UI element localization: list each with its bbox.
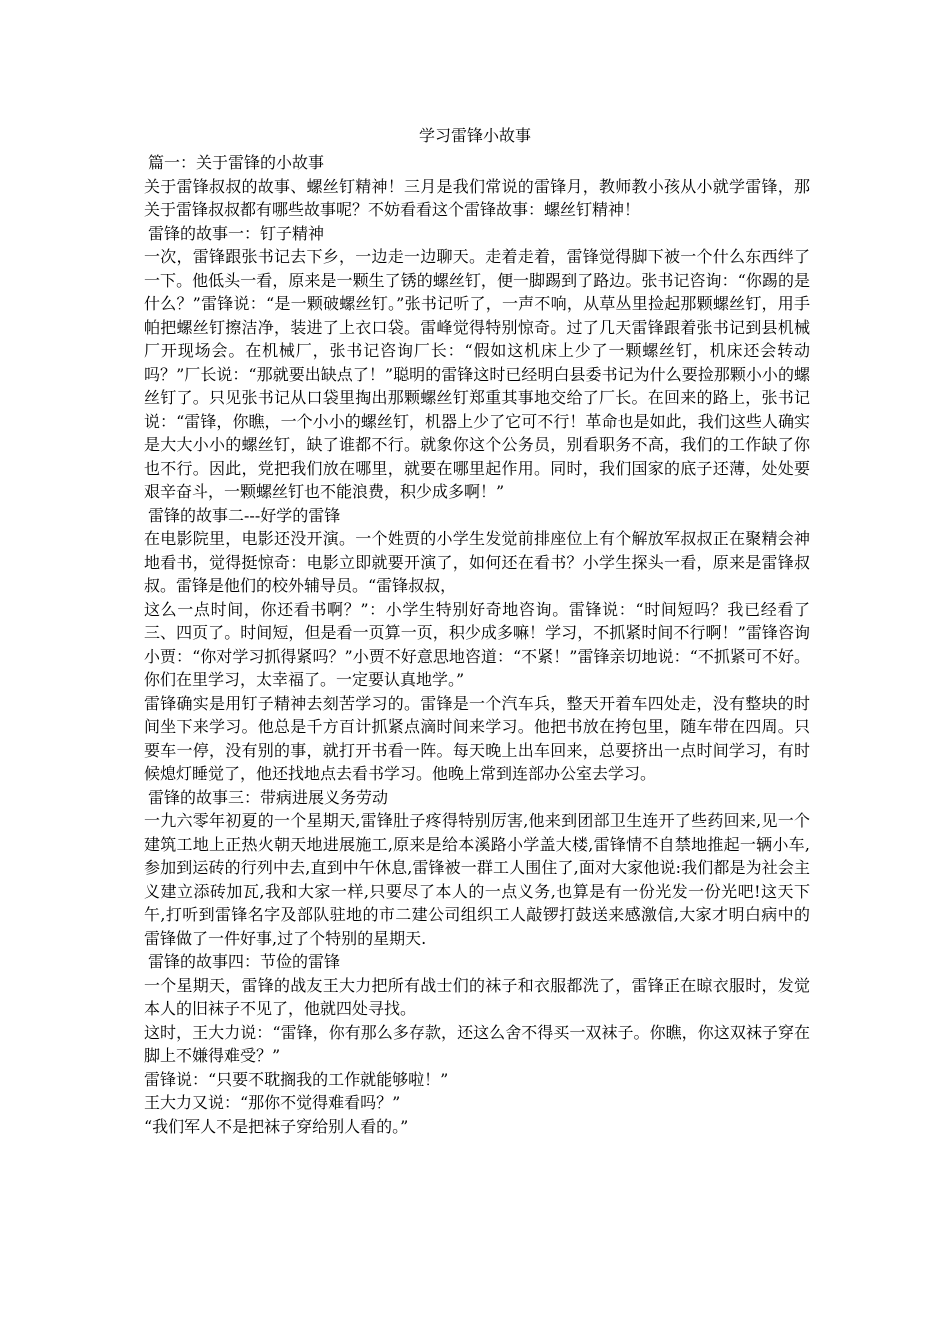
body-paragraph: “我们军人不是把袜子穿给别人看的。”: [144, 1116, 409, 1136]
body-paragraph: 雷锋确实是用钉子精神去刻苦学习的。雷锋是一个汽车兵，整天开着车四处走，没有整块的时间坐下来学习。他总是千方百计抓紧点滴时间来学习。他把书放在挎包里，随车带在四周。只要车一停，没有别的事，就打开书看一阵。每天晚上出车回来，总要挤出一点时间学习，有时候熄灯睡觉了，他还找地点去看书学习。他晚上常到连部办公室去学习。: [144, 693, 810, 783]
body-paragraph: 王大力又说：“那你不觉得难看吗？”: [144, 1093, 401, 1112]
section-heading: 雷锋的故事二---好学的雷锋: [148, 505, 341, 525]
document-body: [144, 151, 810, 1138]
body-paragraph: 关于雷锋叔叔的故事、螺丝钉精神！三月是我们常说的雷锋月，教师教小孩从小就学雷锋，那关于雷锋叔叔都有哪些故事呢？不妨看看这个雷锋故事：螺丝钉精神！: [144, 176, 810, 219]
body-paragraph: 一九六零年初夏的一个星期天,雷锋肚子疼得特别厉害,他来到团部卫生连开了些药回来,见一个建筑工地上正热火朝天地进展施工,原来是给本溪路小学盖大楼,雷锋情不自禁地推起一辆小车,参加到运砖的行列中去,直到中午休息,雷锋被一群工人围住了,面对大家他说:我们都是为社会主义建立添砖加瓦,我和大家一样,只要尽了本人的一点义务,也算是有一份光发一份光吧!这天下午,打听到雷锋名字及部队驻地的市二建公司组织工人敲锣打鼓送来感激信,大家才明白病中的雷锋做了一件好事,过了个特别的星期天.: [144, 811, 810, 948]
body-paragraph: 这么一点时间，你还看书啊？”：小学生特别好奇地咨询。雷锋说：“时间短吗？我已经看了三、四页了。时间短，但是看一页算一页，积少成多嘛！学习，不抓紧时间不行啊！”雷锋咨询小贾：“你对学习抓得紧吗？”小贾不好意思地咨道：“不紧！”雷锋亲切地说：“不抓紧可不好。你们在里学习，太幸福了。一定要认真地学。”: [144, 599, 810, 689]
section-heading: 雷锋的故事一：钉子精神: [148, 223, 325, 243]
document-title: 学习雷锋小故事: [418, 126, 531, 145]
section-heading: 雷锋的故事四：节俭的雷锋: [148, 952, 341, 971]
section-heading: 雷锋的故事三：带病进展义务劳动: [148, 787, 389, 807]
body-paragraph: 雷锋说：“只要不耽搁我的工作就能够啦！”: [144, 1069, 449, 1089]
body-paragraph: 一个星期天，雷锋的战友王大力把所有战士们的袜子和衣服都洗了，雷锋正在晾衣服时，发觉本人的旧袜子不见了，他就四处寻找。: [144, 975, 810, 1018]
body-paragraph: 在电影院里，电影还没开演。一个姓贾的小学生发觉前排座位上有个解放军叔叔正在聚精会神地看书，觉得挺惊奇：电影立即就要开演了，如何还在看书？小学生探头一看，原来是雷锋叔叔。雷锋是他们的校外辅导员。“雷锋叔叔，: [144, 529, 810, 595]
section-heading: 篇一：关于雷锋的小故事: [148, 153, 325, 172]
body-paragraph: 这时，王大力说：“雷锋，你有那么多存款，还这么舍不得买一双袜子。你瞧，你这双袜子穿在脚上不嫌得难受？”: [144, 1022, 810, 1065]
body-paragraph: 一次，雷锋跟张书记去下乡，一边走一边聊天。走着走着，雷锋觉得脚下被一个什么东西绊了一下。他低头一看，原来是一颗生了锈的螺丝钉，便一脚踢到了路边。张书记咨询：“你踢的是什么？”雷锋说：“是一颗破螺丝钉。”张书记听了，一声不响，从草丛里捡起那颗螺丝钉，用手帕把螺丝钉擦洁净，装进了上衣口袋。雷峰觉得特别惊奇。过了几天雷锋跟着张书记到县机械厂开现场会。在机械厂，张书记咨询厂长：“假如这机床上少了一颗螺丝钉，机床还会转动吗？”厂长说：“那就要出缺点了！”聪明的雷锋这时已经明白县委书记为什么要捡那颗小小的螺丝钉了。只见张书记从口袋里掏出那颗螺丝钉郑重其事地交给了厂长。在回来的路上，张书记说：“雷锋，你瞧，一个小小的螺丝钉，机器上少了它可不行！革命也是如此，我们这些人确实是大大小小的螺丝钉，缺了谁都不行。就象你这个公务员，别看职务不高，我们的工作缺了你也不行。因此，党把我们放在哪里，就要在哪里起作用。同时，我们国家的底子还薄，处处要艰辛奋斗，一颗螺丝钉也不能浪费，积少成多啊！”: [144, 247, 810, 501]
